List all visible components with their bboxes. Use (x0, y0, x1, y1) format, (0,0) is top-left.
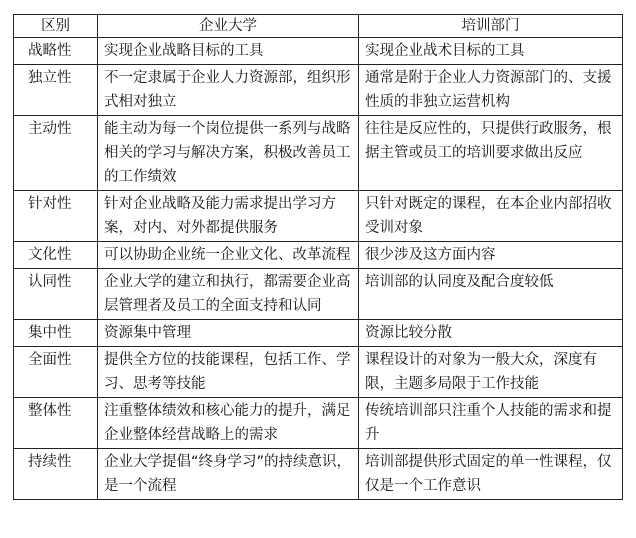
university-cell: 资源集中管理 (98, 320, 359, 347)
row-label: 文化性 (14, 242, 98, 269)
row-label: 针对性 (14, 191, 98, 242)
training-cell: 培训部提供形式固定的单一性课程，仅仅是一个工作意识 (359, 449, 623, 500)
row-label: 集中性 (14, 320, 98, 347)
university-cell: 提供全方位的技能课程，包括工作、学习、思考等技能 (98, 347, 359, 398)
university-cell: 能主动为每一个岗位提供一系列与战略相关的学习与解决方案，积极改善员工的工作绩效 (98, 116, 359, 191)
header-difference: 区别 (14, 15, 98, 38)
university-cell: 企业大学的建立和执行，都需要企业高层管理者及员工的全面支持和认同 (98, 269, 359, 320)
training-cell: 只针对既定的课程，在本企业内部招收受训对象 (359, 191, 623, 242)
row-label: 战略性 (14, 38, 98, 65)
table-row (14, 242, 623, 269)
university-cell: 针对企业战略及能力需求提出学习方案，对内、对外都提供服务 (98, 191, 359, 242)
table-row (14, 449, 623, 500)
row-label: 认同性 (14, 269, 98, 320)
university-cell: 不一定隶属于企业人力资源部，组织形式相对独立 (98, 65, 359, 116)
university-cell: 实现企业战略目标的工具 (98, 38, 359, 65)
table-row (14, 38, 623, 65)
row-label: 独立性 (14, 65, 98, 116)
table-row (14, 320, 623, 347)
table-row (14, 65, 623, 116)
training-cell: 很少涉及这方面内容 (359, 242, 623, 269)
table-row (14, 116, 623, 191)
table-header-row (14, 15, 623, 38)
training-cell: 往往是反应性的，只提供行政服务，根据主管或员工的培训要求做出反应 (359, 116, 623, 191)
header-training-department: 培训部门 (359, 15, 623, 38)
university-cell: 企业大学提倡“终身学习”的持续意识，是一个流程 (98, 449, 359, 500)
training-cell: 资源比较分散 (359, 320, 623, 347)
training-cell: 实现企业战术目标的工具 (359, 38, 623, 65)
row-label: 持续性 (14, 449, 98, 500)
university-cell: 注重整体绩效和核心能力的提升，满足企业整体经营战略上的需求 (98, 398, 359, 449)
university-cell: 可以协助企业统一企业文化、改革流程 (98, 242, 359, 269)
training-cell: 培训部的认同度及配合度较低 (359, 269, 623, 320)
table-row (14, 347, 623, 398)
training-cell: 课程设计的对象为一般大众，深度有限，主题多局限于工作技能 (359, 347, 623, 398)
row-label: 主动性 (14, 116, 98, 191)
table-row (14, 398, 623, 449)
row-label: 全面性 (14, 347, 98, 398)
header-corporate-university: 企业大学 (98, 15, 359, 38)
comparison-table (13, 14, 623, 500)
training-cell: 传统培训部只注重个人技能的需求和提升 (359, 398, 623, 449)
row-label: 整体性 (14, 398, 98, 449)
training-cell: 通常是附于企业人力资源部门的、支援性质的非独立运营机构 (359, 65, 623, 116)
table-row (14, 191, 623, 242)
table-row (14, 269, 623, 320)
